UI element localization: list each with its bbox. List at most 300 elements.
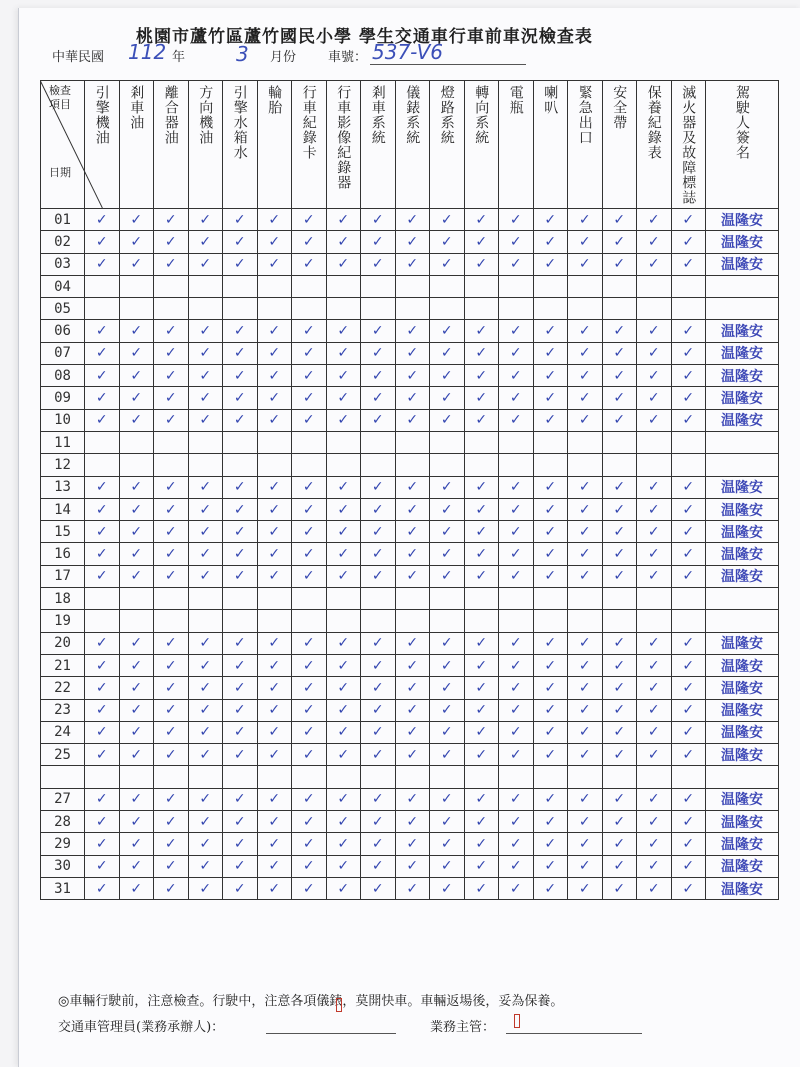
- check-cell[interactable]: ✓: [292, 320, 327, 342]
- check-cell[interactable]: ✓: [119, 498, 154, 520]
- check-cell[interactable]: ✓: [154, 209, 189, 231]
- check-cell[interactable]: ✓: [154, 387, 189, 409]
- check-cell[interactable]: ✓: [119, 654, 154, 676]
- check-cell[interactable]: [361, 431, 396, 453]
- check-cell[interactable]: ✓: [85, 565, 120, 587]
- check-cell[interactable]: ✓: [602, 699, 637, 721]
- check-cell[interactable]: [430, 275, 465, 297]
- check-cell[interactable]: ✓: [637, 365, 672, 387]
- check-cell[interactable]: ✓: [188, 654, 223, 676]
- check-cell[interactable]: ✓: [430, 744, 465, 766]
- check-cell[interactable]: ✓: [154, 253, 189, 275]
- check-cell[interactable]: ✓: [568, 632, 603, 654]
- check-cell[interactable]: ✓: [464, 320, 499, 342]
- check-cell[interactable]: ✓: [154, 521, 189, 543]
- check-cell[interactable]: ✓: [637, 699, 672, 721]
- check-cell[interactable]: ✓: [361, 543, 396, 565]
- check-cell[interactable]: ✓: [119, 565, 154, 587]
- check-cell[interactable]: ✓: [602, 632, 637, 654]
- check-cell[interactable]: ✓: [533, 699, 568, 721]
- check-cell[interactable]: [292, 431, 327, 453]
- check-cell[interactable]: ✓: [395, 677, 430, 699]
- check-cell[interactable]: ✓: [361, 565, 396, 587]
- check-cell[interactable]: ✓: [533, 209, 568, 231]
- check-cell[interactable]: [326, 275, 361, 297]
- check-cell[interactable]: ✓: [361, 387, 396, 409]
- check-cell[interactable]: [464, 766, 499, 788]
- check-cell[interactable]: [568, 298, 603, 320]
- check-cell[interactable]: [292, 275, 327, 297]
- driver-signature-cell[interactable]: 温隆安: [706, 253, 779, 275]
- check-cell[interactable]: [361, 766, 396, 788]
- check-cell[interactable]: ✓: [671, 253, 706, 275]
- check-cell[interactable]: ✓: [464, 253, 499, 275]
- check-cell[interactable]: ✓: [637, 409, 672, 431]
- check-cell[interactable]: ✓: [430, 877, 465, 899]
- check-cell[interactable]: ✓: [326, 877, 361, 899]
- check-cell[interactable]: [395, 275, 430, 297]
- check-cell[interactable]: [499, 298, 534, 320]
- check-cell[interactable]: ✓: [223, 811, 258, 833]
- check-cell[interactable]: ✓: [154, 699, 189, 721]
- check-cell[interactable]: ✓: [292, 744, 327, 766]
- check-cell[interactable]: [188, 610, 223, 632]
- check-cell[interactable]: ✓: [499, 744, 534, 766]
- check-cell[interactable]: ✓: [188, 476, 223, 498]
- check-cell[interactable]: ✓: [602, 565, 637, 587]
- check-cell[interactable]: [326, 610, 361, 632]
- check-cell[interactable]: ✓: [361, 476, 396, 498]
- check-cell[interactable]: ✓: [464, 498, 499, 520]
- check-cell[interactable]: ✓: [568, 699, 603, 721]
- check-cell[interactable]: ✓: [671, 877, 706, 899]
- check-cell[interactable]: [602, 610, 637, 632]
- check-cell[interactable]: ✓: [637, 543, 672, 565]
- check-cell[interactable]: ✓: [568, 654, 603, 676]
- check-cell[interactable]: ✓: [326, 744, 361, 766]
- check-cell[interactable]: ✓: [119, 744, 154, 766]
- check-cell[interactable]: ✓: [568, 409, 603, 431]
- check-cell[interactable]: [568, 610, 603, 632]
- check-cell[interactable]: ✓: [85, 253, 120, 275]
- check-cell[interactable]: ✓: [395, 342, 430, 364]
- check-cell[interactable]: ✓: [602, 833, 637, 855]
- driver-signature-cell[interactable]: 温隆安: [706, 855, 779, 877]
- check-cell[interactable]: [257, 610, 292, 632]
- check-cell[interactable]: ✓: [119, 855, 154, 877]
- check-cell[interactable]: [464, 275, 499, 297]
- check-cell[interactable]: ✓: [464, 231, 499, 253]
- check-cell[interactable]: ✓: [602, 253, 637, 275]
- check-cell[interactable]: ✓: [464, 632, 499, 654]
- check-cell[interactable]: [223, 431, 258, 453]
- check-cell[interactable]: ✓: [85, 654, 120, 676]
- check-cell[interactable]: ✓: [326, 677, 361, 699]
- check-cell[interactable]: [533, 454, 568, 476]
- check-cell[interactable]: [154, 431, 189, 453]
- driver-signature-cell[interactable]: 温隆安: [706, 699, 779, 721]
- check-cell[interactable]: ✓: [430, 565, 465, 587]
- check-cell[interactable]: [602, 275, 637, 297]
- check-cell[interactable]: [361, 275, 396, 297]
- driver-signature-cell[interactable]: 温隆安: [706, 498, 779, 520]
- check-cell[interactable]: ✓: [533, 342, 568, 364]
- check-cell[interactable]: ✓: [464, 565, 499, 587]
- check-cell[interactable]: ✓: [464, 811, 499, 833]
- check-cell[interactable]: ✓: [533, 744, 568, 766]
- check-cell[interactable]: [637, 588, 672, 610]
- check-cell[interactable]: ✓: [292, 877, 327, 899]
- check-cell[interactable]: [85, 431, 120, 453]
- check-cell[interactable]: ✓: [188, 632, 223, 654]
- check-cell[interactable]: ✓: [464, 877, 499, 899]
- check-cell[interactable]: ✓: [637, 677, 672, 699]
- check-cell[interactable]: ✓: [223, 365, 258, 387]
- check-cell[interactable]: [292, 766, 327, 788]
- check-cell[interactable]: ✓: [637, 744, 672, 766]
- check-cell[interactable]: ✓: [119, 699, 154, 721]
- check-cell[interactable]: ✓: [326, 498, 361, 520]
- check-cell[interactable]: ✓: [430, 365, 465, 387]
- check-cell[interactable]: ✓: [361, 654, 396, 676]
- check-cell[interactable]: [223, 275, 258, 297]
- check-cell[interactable]: ✓: [154, 855, 189, 877]
- check-cell[interactable]: ✓: [637, 811, 672, 833]
- check-cell[interactable]: ✓: [499, 543, 534, 565]
- check-cell[interactable]: ✓: [568, 209, 603, 231]
- check-cell[interactable]: ✓: [257, 788, 292, 810]
- check-cell[interactable]: ✓: [223, 476, 258, 498]
- check-cell[interactable]: ✓: [188, 721, 223, 743]
- check-cell[interactable]: ✓: [464, 744, 499, 766]
- check-cell[interactable]: ✓: [464, 342, 499, 364]
- check-cell[interactable]: ✓: [637, 253, 672, 275]
- check-cell[interactable]: ✓: [464, 855, 499, 877]
- check-cell[interactable]: ✓: [257, 699, 292, 721]
- check-cell[interactable]: ✓: [430, 253, 465, 275]
- check-cell[interactable]: [499, 431, 534, 453]
- driver-signature-cell[interactable]: 温隆安: [706, 721, 779, 743]
- check-cell[interactable]: ✓: [671, 231, 706, 253]
- check-cell[interactable]: ✓: [568, 855, 603, 877]
- check-cell[interactable]: ✓: [533, 365, 568, 387]
- driver-signature-cell[interactable]: 温隆安: [706, 476, 779, 498]
- check-cell[interactable]: ✓: [533, 543, 568, 565]
- check-cell[interactable]: ✓: [257, 811, 292, 833]
- check-cell[interactable]: ✓: [326, 231, 361, 253]
- check-cell[interactable]: ✓: [671, 543, 706, 565]
- check-cell[interactable]: ✓: [430, 521, 465, 543]
- check-cell[interactable]: ✓: [154, 721, 189, 743]
- check-cell[interactable]: ✓: [292, 253, 327, 275]
- check-cell[interactable]: ✓: [602, 209, 637, 231]
- check-cell[interactable]: [119, 610, 154, 632]
- check-cell[interactable]: ✓: [119, 231, 154, 253]
- check-cell[interactable]: ✓: [154, 476, 189, 498]
- check-cell[interactable]: ✓: [257, 342, 292, 364]
- check-cell[interactable]: [533, 275, 568, 297]
- check-cell[interactable]: ✓: [361, 833, 396, 855]
- check-cell[interactable]: [257, 588, 292, 610]
- check-cell[interactable]: ✓: [223, 231, 258, 253]
- check-cell[interactable]: ✓: [533, 632, 568, 654]
- check-cell[interactable]: ✓: [568, 253, 603, 275]
- check-cell[interactable]: ✓: [671, 409, 706, 431]
- check-cell[interactable]: ✓: [637, 498, 672, 520]
- check-cell[interactable]: ✓: [292, 365, 327, 387]
- check-cell[interactable]: ✓: [154, 677, 189, 699]
- check-cell[interactable]: ✓: [637, 521, 672, 543]
- driver-signature-cell[interactable]: 温隆安: [706, 565, 779, 587]
- check-cell[interactable]: [119, 275, 154, 297]
- check-cell[interactable]: ✓: [533, 476, 568, 498]
- check-cell[interactable]: ✓: [85, 632, 120, 654]
- check-cell[interactable]: ✓: [499, 632, 534, 654]
- check-cell[interactable]: ✓: [499, 365, 534, 387]
- check-cell[interactable]: ✓: [119, 721, 154, 743]
- check-cell[interactable]: [326, 454, 361, 476]
- check-cell[interactable]: ✓: [85, 231, 120, 253]
- check-cell[interactable]: ✓: [602, 476, 637, 498]
- check-cell[interactable]: ✓: [637, 721, 672, 743]
- check-cell[interactable]: [637, 610, 672, 632]
- check-cell[interactable]: ✓: [533, 320, 568, 342]
- check-cell[interactable]: ✓: [85, 387, 120, 409]
- check-cell[interactable]: ✓: [637, 476, 672, 498]
- check-cell[interactable]: ✓: [223, 498, 258, 520]
- check-cell[interactable]: [223, 766, 258, 788]
- check-cell[interactable]: ✓: [223, 565, 258, 587]
- driver-signature-cell[interactable]: 温隆安: [706, 543, 779, 565]
- check-cell[interactable]: ✓: [602, 521, 637, 543]
- check-cell[interactable]: ✓: [602, 788, 637, 810]
- check-cell[interactable]: ✓: [292, 699, 327, 721]
- check-cell[interactable]: ✓: [671, 811, 706, 833]
- check-cell[interactable]: ✓: [257, 855, 292, 877]
- check-cell[interactable]: ✓: [257, 521, 292, 543]
- check-cell[interactable]: ✓: [499, 498, 534, 520]
- check-cell[interactable]: [395, 454, 430, 476]
- check-cell[interactable]: ✓: [85, 877, 120, 899]
- check-cell[interactable]: ✓: [326, 811, 361, 833]
- check-cell[interactable]: ✓: [533, 409, 568, 431]
- check-cell[interactable]: ✓: [499, 476, 534, 498]
- check-cell[interactable]: ✓: [568, 342, 603, 364]
- check-cell[interactable]: [85, 298, 120, 320]
- check-cell[interactable]: ✓: [188, 409, 223, 431]
- check-cell[interactable]: ✓: [85, 721, 120, 743]
- check-cell[interactable]: ✓: [395, 833, 430, 855]
- check-cell[interactable]: ✓: [568, 365, 603, 387]
- driver-signature-cell[interactable]: 温隆安: [706, 320, 779, 342]
- check-cell[interactable]: ✓: [119, 409, 154, 431]
- check-cell[interactable]: ✓: [292, 543, 327, 565]
- driver-signature-cell[interactable]: 温隆安: [706, 833, 779, 855]
- check-cell[interactable]: ✓: [292, 342, 327, 364]
- check-cell[interactable]: ✓: [395, 498, 430, 520]
- check-cell[interactable]: [637, 766, 672, 788]
- check-cell[interactable]: [499, 588, 534, 610]
- check-cell[interactable]: ✓: [326, 565, 361, 587]
- check-cell[interactable]: ✓: [223, 253, 258, 275]
- check-cell[interactable]: ✓: [499, 811, 534, 833]
- check-cell[interactable]: [533, 766, 568, 788]
- check-cell[interactable]: ✓: [326, 320, 361, 342]
- check-cell[interactable]: [119, 431, 154, 453]
- check-cell[interactable]: [533, 431, 568, 453]
- check-cell[interactable]: ✓: [568, 521, 603, 543]
- check-cell[interactable]: [637, 298, 672, 320]
- check-cell[interactable]: [671, 298, 706, 320]
- check-cell[interactable]: ✓: [154, 632, 189, 654]
- check-cell[interactable]: ✓: [499, 699, 534, 721]
- check-cell[interactable]: ✓: [568, 231, 603, 253]
- check-cell[interactable]: [568, 766, 603, 788]
- check-cell[interactable]: ✓: [602, 365, 637, 387]
- check-cell[interactable]: ✓: [257, 721, 292, 743]
- check-cell[interactable]: [119, 588, 154, 610]
- check-cell[interactable]: ✓: [602, 721, 637, 743]
- check-cell[interactable]: ✓: [464, 543, 499, 565]
- check-cell[interactable]: ✓: [326, 342, 361, 364]
- check-cell[interactable]: [395, 431, 430, 453]
- check-cell[interactable]: [85, 766, 120, 788]
- check-cell[interactable]: ✓: [361, 677, 396, 699]
- check-cell[interactable]: ✓: [464, 521, 499, 543]
- check-cell[interactable]: ✓: [568, 565, 603, 587]
- check-cell[interactable]: [361, 454, 396, 476]
- check-cell[interactable]: ✓: [637, 877, 672, 899]
- check-cell[interactable]: ✓: [188, 833, 223, 855]
- check-cell[interactable]: ✓: [154, 543, 189, 565]
- check-cell[interactable]: ✓: [188, 342, 223, 364]
- check-cell[interactable]: ✓: [223, 744, 258, 766]
- check-cell[interactable]: ✓: [85, 320, 120, 342]
- check-cell[interactable]: ✓: [326, 721, 361, 743]
- check-cell[interactable]: [85, 454, 120, 476]
- check-cell[interactable]: ✓: [119, 476, 154, 498]
- check-cell[interactable]: ✓: [257, 744, 292, 766]
- check-cell[interactable]: ✓: [395, 320, 430, 342]
- check-cell[interactable]: ✓: [188, 699, 223, 721]
- check-cell[interactable]: ✓: [292, 231, 327, 253]
- check-cell[interactable]: ✓: [602, 654, 637, 676]
- check-cell[interactable]: ✓: [602, 320, 637, 342]
- check-cell[interactable]: ✓: [326, 253, 361, 275]
- check-cell[interactable]: ✓: [188, 877, 223, 899]
- check-cell[interactable]: ✓: [119, 788, 154, 810]
- check-cell[interactable]: ✓: [568, 543, 603, 565]
- check-cell[interactable]: [637, 275, 672, 297]
- check-cell[interactable]: ✓: [395, 699, 430, 721]
- check-cell[interactable]: [602, 588, 637, 610]
- check-cell[interactable]: [430, 431, 465, 453]
- check-cell[interactable]: ✓: [395, 521, 430, 543]
- check-cell[interactable]: ✓: [671, 365, 706, 387]
- check-cell[interactable]: ✓: [637, 565, 672, 587]
- check-cell[interactable]: ✓: [499, 721, 534, 743]
- check-cell[interactable]: ✓: [119, 677, 154, 699]
- check-cell[interactable]: [326, 766, 361, 788]
- check-cell[interactable]: ✓: [361, 209, 396, 231]
- check-cell[interactable]: ✓: [533, 788, 568, 810]
- check-cell[interactable]: ✓: [568, 677, 603, 699]
- check-cell[interactable]: ✓: [361, 855, 396, 877]
- check-cell[interactable]: ✓: [326, 788, 361, 810]
- check-cell[interactable]: [361, 610, 396, 632]
- check-cell[interactable]: ✓: [223, 543, 258, 565]
- check-cell[interactable]: ✓: [257, 877, 292, 899]
- check-cell[interactable]: ✓: [188, 209, 223, 231]
- check-cell[interactable]: ✓: [430, 209, 465, 231]
- check-cell[interactable]: ✓: [464, 409, 499, 431]
- check-cell[interactable]: ✓: [188, 387, 223, 409]
- check-cell[interactable]: [223, 610, 258, 632]
- check-cell[interactable]: ✓: [533, 877, 568, 899]
- check-cell[interactable]: ✓: [119, 877, 154, 899]
- check-cell[interactable]: ✓: [223, 342, 258, 364]
- check-cell[interactable]: ✓: [257, 654, 292, 676]
- check-cell[interactable]: ✓: [119, 632, 154, 654]
- driver-signature-cell[interactable]: 温隆安: [706, 632, 779, 654]
- check-cell[interactable]: ✓: [257, 231, 292, 253]
- check-cell[interactable]: ✓: [395, 654, 430, 676]
- check-cell[interactable]: [257, 275, 292, 297]
- check-cell[interactable]: ✓: [154, 409, 189, 431]
- check-cell[interactable]: ✓: [533, 498, 568, 520]
- check-cell[interactable]: ✓: [464, 677, 499, 699]
- check-cell[interactable]: ✓: [637, 231, 672, 253]
- check-cell[interactable]: ✓: [671, 342, 706, 364]
- check-cell[interactable]: [533, 610, 568, 632]
- check-cell[interactable]: ✓: [499, 654, 534, 676]
- check-cell[interactable]: ✓: [671, 320, 706, 342]
- check-cell[interactable]: ✓: [395, 744, 430, 766]
- check-cell[interactable]: [154, 454, 189, 476]
- check-cell[interactable]: ✓: [257, 209, 292, 231]
- check-cell[interactable]: [533, 298, 568, 320]
- check-cell[interactable]: ✓: [326, 521, 361, 543]
- check-cell[interactable]: [85, 610, 120, 632]
- check-cell[interactable]: ✓: [395, 721, 430, 743]
- check-cell[interactable]: ✓: [430, 476, 465, 498]
- check-cell[interactable]: ✓: [602, 543, 637, 565]
- check-cell[interactable]: ✓: [154, 877, 189, 899]
- driver-signature-cell[interactable]: 温隆安: [706, 342, 779, 364]
- check-cell[interactable]: ✓: [671, 632, 706, 654]
- check-cell[interactable]: ✓: [188, 320, 223, 342]
- check-cell[interactable]: ✓: [671, 721, 706, 743]
- check-cell[interactable]: ✓: [637, 209, 672, 231]
- check-cell[interactable]: ✓: [154, 231, 189, 253]
- check-cell[interactable]: ✓: [671, 565, 706, 587]
- check-cell[interactable]: ✓: [395, 811, 430, 833]
- check-cell[interactable]: ✓: [395, 231, 430, 253]
- check-cell[interactable]: ✓: [154, 654, 189, 676]
- check-cell[interactable]: ✓: [637, 632, 672, 654]
- check-cell[interactable]: [671, 610, 706, 632]
- check-cell[interactable]: [257, 431, 292, 453]
- check-cell[interactable]: ✓: [119, 253, 154, 275]
- check-cell[interactable]: ✓: [292, 409, 327, 431]
- check-cell[interactable]: [257, 454, 292, 476]
- check-cell[interactable]: ✓: [637, 387, 672, 409]
- driver-signature-cell[interactable]: 温隆安: [706, 788, 779, 810]
- check-cell[interactable]: [430, 298, 465, 320]
- check-cell[interactable]: [395, 766, 430, 788]
- check-cell[interactable]: [188, 766, 223, 788]
- check-cell[interactable]: ✓: [430, 632, 465, 654]
